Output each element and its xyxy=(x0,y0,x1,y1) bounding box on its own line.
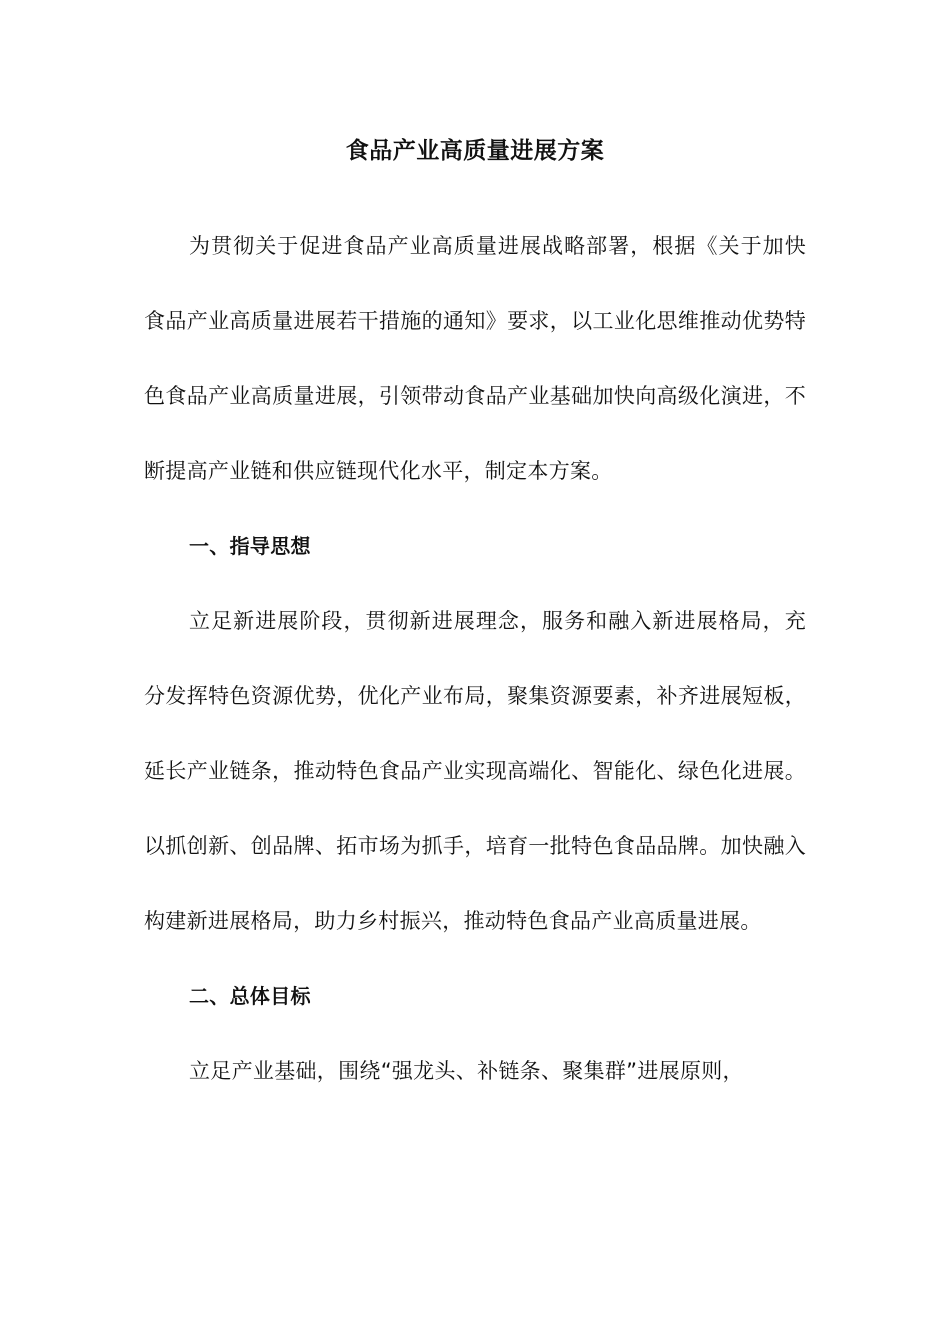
intro-paragraph: 为贯彻关于促进食品产业高质量进展战略部署，根据《关于加快食品产业高质量进展若干措施的通知》要求，以工业化思维推动优势特色食品产业高质量进展，引领带动食品产业基础加快向高级化演进，不断提高产业链和供应链现代化水平，制定本方案。 xyxy=(144,234,806,483)
section-paragraph-guiding-ideology: 立足新进展阶段，贯彻新进展理念，服务和融入新进展格局，充分发挥特色资源优势，优化产业布局，聚集资源要素，补齐进展短板，延长产业链条，推动特色食品产业实现高端化、智能化、绿色化进展。以抓创新、创品牌、拓市场为抓手，培育一批特色食品品牌。加快融入构建新进展格局，助力乡村振兴，推动特色食品产业高质量进展。 xyxy=(144,609,806,933)
section-heading-guiding-ideology: 一、指导思想 xyxy=(189,534,311,558)
section-paragraph-overall-goals: 立足产业基础，围绕“强龙头、补链条、聚集群”进展原则， xyxy=(189,1059,744,1083)
section-heading-overall-goals: 二、总体目标 xyxy=(189,984,311,1008)
document-title: 食品产业高质量进展方案 xyxy=(345,138,605,164)
document-body xyxy=(144,209,806,1109)
